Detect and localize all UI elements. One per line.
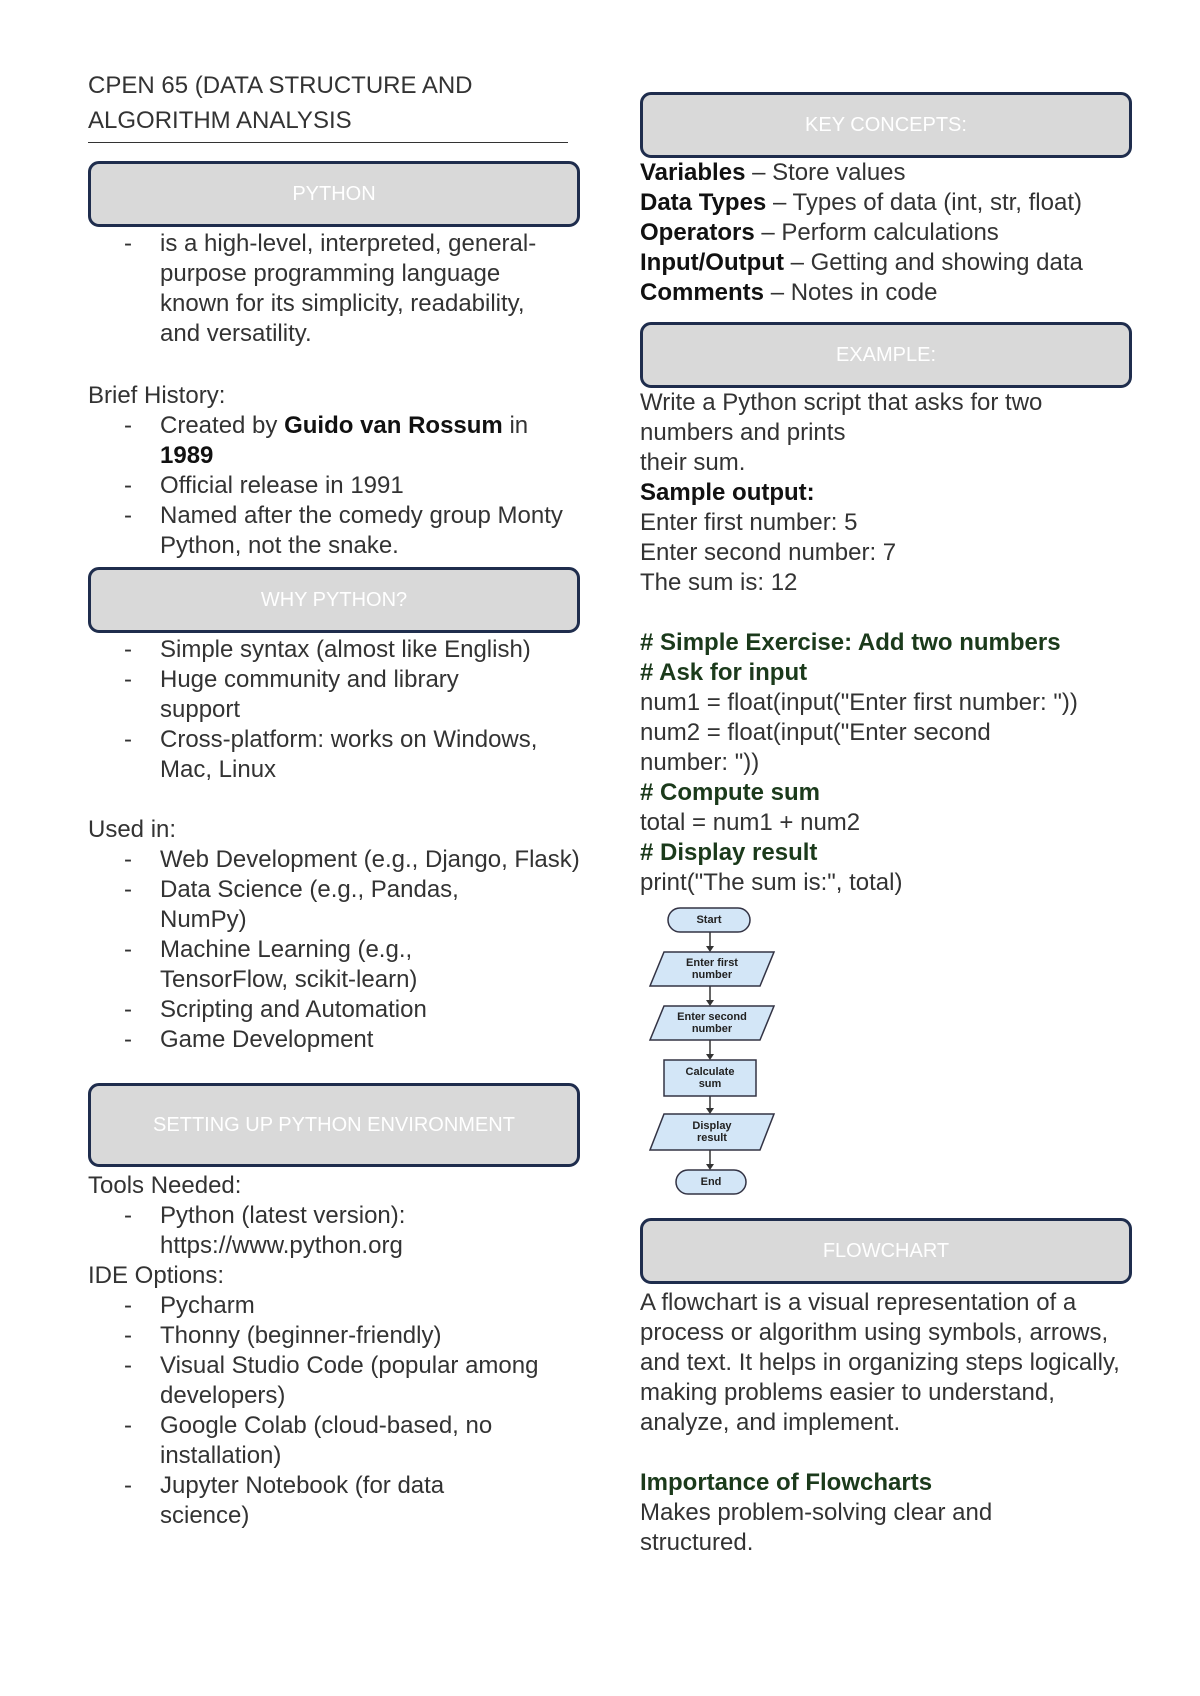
importance-heading: Importance of Flowcharts <box>640 1469 933 1496</box>
code-line: num2 = float(input("Enter second number: ")) <box>640 719 991 776</box>
code-line: print("The sum is:", total) <box>640 869 903 896</box>
concept-term: Comments <box>640 279 765 306</box>
left-column <box>88 68 588 1531</box>
flowchart-diagram <box>646 906 786 1198</box>
flowchart-shapes <box>646 906 786 1198</box>
sample-output-line: Enter second number: 7 <box>640 539 897 566</box>
list-item: - Visual Studio Code (popular among developers) <box>88 1351 588 1411</box>
code-line: total = num1 + num2 <box>640 809 861 836</box>
used-in-list <box>88 845 588 1055</box>
list-item: - Game Development <box>88 1025 588 1055</box>
title-line-1: CPEN 65 (DATA STRUCTURE AND <box>88 72 473 99</box>
example-intro <box>640 388 1140 448</box>
key-concepts-banner-label: KEY CONCEPTS: <box>805 113 967 136</box>
history-item <box>88 411 588 471</box>
concept-term: Variables <box>640 159 746 186</box>
python-banner <box>88 161 580 227</box>
list-item: - Jupyter Notebook (for data science) <box>88 1471 588 1531</box>
flow-node-text: Display result <box>692 1120 732 1144</box>
list-item: - Web Development (e.g., Django, Flask) <box>88 845 588 875</box>
example-intro-end: their sum. <box>640 449 746 476</box>
flow-node-text: Enter first number <box>686 957 738 981</box>
concept-item <box>640 248 1140 278</box>
concept-term: Data Types <box>640 189 767 216</box>
code-comment: # Ask for input <box>640 659 808 686</box>
flowchart-definition: A flowchart is a visual representation of a process or algorithm using symbols, arrows, and text. It helps in organizing steps logically, making problems easier to understand, analyze, and implement. <box>640 1289 1120 1436</box>
guido-name: Guido van Rossum <box>284 412 503 439</box>
history-item: - Named after the comedy group Monty Python, not the snake. <box>88 501 588 561</box>
concept-item <box>640 218 1140 248</box>
history-item-text: Created by <box>160 412 285 439</box>
sample-output-line: Enter first number: 5 <box>640 509 858 536</box>
flow-input1-label <box>658 952 766 986</box>
concept-desc: – Types of data (int, str, float) <box>766 189 1082 216</box>
flow-input2-label <box>658 1006 766 1040</box>
list-item: - Python (latest version): https://www.python.org <box>88 1201 588 1261</box>
concept-term: Input/Output <box>640 249 784 276</box>
list-item: - Simple syntax (almost like English) <box>88 635 588 665</box>
tools-list <box>88 1201 588 1261</box>
code-line: num1 = float(input("Enter first number: ")) <box>640 689 1078 716</box>
brief-history-heading: Brief History: <box>88 382 226 409</box>
right-column <box>640 92 1140 1558</box>
why-python-list <box>88 635 588 785</box>
concept-item <box>640 188 1140 218</box>
list-item: - Machine Learning (e.g., TensorFlow, scikit-learn) <box>88 935 588 995</box>
concept-desc: – Getting and showing data <box>783 249 1083 276</box>
flow-start-label: Start <box>696 914 722 926</box>
code-comment: # Compute sum <box>640 779 821 806</box>
list-item: - Huge community and library support <box>88 665 588 725</box>
concept-item <box>640 278 1140 308</box>
flow-process-label <box>664 1060 756 1096</box>
flowchart-banner <box>640 1218 1132 1284</box>
list-item: - Cross-platform: works on Windows, Mac, Linux <box>88 725 588 785</box>
flow-node-text: Calculate sum <box>685 1066 735 1090</box>
example-banner <box>640 322 1132 388</box>
setup-banner-label: SETTING UP PYTHON ENVIRONMENT <box>153 1113 515 1136</box>
ide-options-heading: IDE Options: <box>88 1262 225 1289</box>
document-title <box>88 68 568 143</box>
why-python-banner <box>88 567 580 633</box>
flow-end-label: End <box>700 1176 722 1188</box>
code-comment: # Simple Exercise: Add two numbers <box>640 629 1061 656</box>
list-item: - Scripting and Automation <box>88 995 588 1025</box>
concept-desc: – Perform calculations <box>754 219 999 246</box>
key-concepts-list <box>640 158 1140 308</box>
concept-desc: – Store values <box>745 159 906 186</box>
history-item: - Official release in 1991 <box>88 471 588 501</box>
importance-text: Makes problem-solving clear and structured. <box>640 1499 993 1556</box>
history-item-text: in <box>502 412 529 439</box>
code-comment: # Display result <box>640 839 818 866</box>
example-intro-line: Write a Python script that asks for two numbers and prints <box>640 389 1043 446</box>
python-definition: - is a high-level, interpreted, general-purpose programming language known for its simplicity, readability, and versatility. <box>88 229 588 349</box>
list-item: - Google Colab (cloud-based, no installation) <box>88 1411 588 1471</box>
example-banner-label: EXAMPLE: <box>835 343 937 366</box>
key-concepts-banner <box>640 92 1132 158</box>
sample-output-heading: Sample output: <box>640 479 815 506</box>
ide-list <box>88 1291 588 1531</box>
creation-year: 1989 <box>160 442 214 469</box>
setup-banner <box>88 1083 580 1167</box>
concept-term: Operators <box>640 219 755 246</box>
concept-desc: – Notes in code <box>764 279 938 306</box>
why-python-banner-label: WHY PYTHON? <box>260 588 408 611</box>
title-line-2: ALGORITHM ANALYSIS <box>88 107 352 134</box>
sample-output-line: The sum is: 12 <box>640 569 798 596</box>
history-list <box>88 411 588 561</box>
flow-output-label <box>658 1114 766 1150</box>
list-item: - Thonny (beginner-friendly) <box>88 1321 588 1351</box>
list-item: - Pycharm <box>88 1291 588 1321</box>
tools-needed-heading: Tools Needed: <box>88 1172 242 1199</box>
used-in-heading: Used in: <box>88 816 177 843</box>
concept-item <box>640 158 1140 188</box>
flow-node-text: Enter second number <box>677 1011 747 1035</box>
list-item: - Data Science (e.g., Pandas, NumPy) <box>88 875 588 935</box>
python-definition-list <box>88 229 588 349</box>
python-banner-label: PYTHON <box>292 182 376 205</box>
flowchart-banner-label: FLOWCHART <box>822 1239 950 1262</box>
